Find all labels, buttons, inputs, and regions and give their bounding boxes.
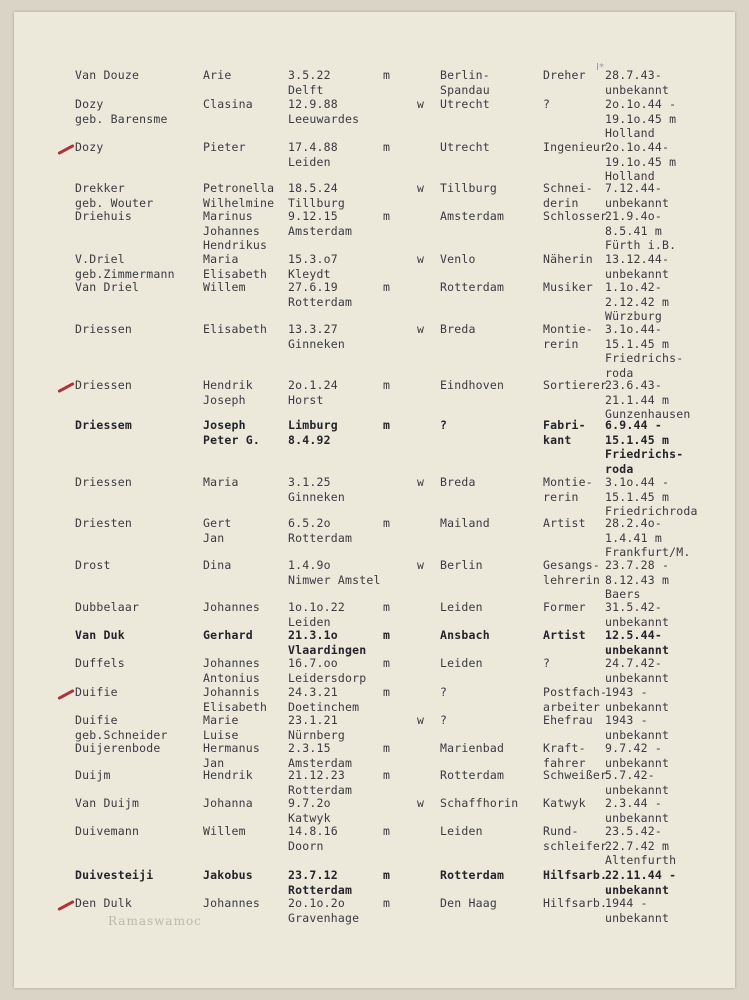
birth-info: 1o.1o.22 Leiden [288,600,345,629]
surname: Duffels [75,656,125,670]
occupation: Hilfsarb. [543,896,608,910]
first-names: Willem [203,824,246,838]
stay-dates: 2o.1o.44 - 19.1o.45 m Holland [605,97,677,140]
birth-info: Limburg 8.4.92 [288,418,338,447]
stay-dates: 2.3.44 - unbekannt [605,796,670,825]
first-names: Elisabeth [203,322,268,336]
sex: m [383,280,391,294]
surname: V.Driel geb.Zimmermann [75,252,175,281]
residence: Ansbach [440,628,490,642]
first-names: Gerhard [203,628,253,642]
first-names: Hendrik [203,768,253,782]
first-names: Jakobus [203,868,253,882]
residence: Rotterdam [440,768,505,782]
birth-info: 9.7.2o Katwyk [288,796,331,825]
birth-info: 23.1.21 Nürnberg [288,713,345,742]
birth-info: 3.1.25 Ginneken [288,475,345,504]
sex: w [417,181,425,195]
birth-info: 24.3.21 Doetinchem [288,685,360,714]
residence: Rotterdam [440,280,505,294]
first-names: Maria [203,475,239,489]
sex: m [383,140,391,154]
occupation: Former [543,600,586,614]
sex: m [383,209,391,223]
occupation: Schnei- derin [543,181,593,210]
surname: Drost [75,558,111,572]
sex: w [417,713,425,727]
surname: Van Duk [75,628,125,642]
surname: Duijm [75,768,111,782]
stay-dates: 2o.1o.44- 19.1o.45 m Holland [605,140,677,183]
sex: m [383,824,391,838]
residence: ? [440,418,448,432]
occupation: Artist [543,628,586,642]
occupation: Fabri- kant [543,418,586,447]
sex: w [417,558,425,572]
birth-info: 2o.1o.2o Gravenhage [288,896,360,925]
birth-info: 21.3.1o Vlaardingen [288,628,367,657]
occupation: Schweißer [543,768,608,782]
stay-dates: 23.5.42- 22.7.42 m Altenfurth [605,824,677,867]
first-names: Johannes [203,600,260,614]
stay-dates: 23.6.43- 21.1.44 m Gunzenhausen [605,378,691,421]
sex: m [383,516,391,530]
residence: ? [440,685,448,699]
stay-dates: 1943 - unbekannt [605,713,670,742]
residence: Leiden [440,656,483,670]
first-names: Clasina [203,97,253,111]
occupation: Montie- rerin [543,322,593,351]
residence: Leiden [440,600,483,614]
stay-dates: 6.9.44 - 15.1.45 m Friedrichs- roda [605,418,684,476]
first-names: Dina [203,558,232,572]
corner-mark: I* [596,62,604,73]
sex: w [417,796,425,810]
occupation: Rund- schleifer [543,824,608,853]
sex: m [383,741,391,755]
surname: Driessem [75,418,132,432]
stay-dates: 1.1o.42- 2.12.42 m Würzburg [605,280,670,323]
birth-info: 3.5.22 Delft [288,68,331,97]
surname: Duifie geb.Schneider [75,713,168,742]
residence: Berlin- Spandau [440,68,490,97]
sex: m [383,600,391,614]
first-names: Willem [203,280,246,294]
residence: ? [440,713,448,727]
first-names: Johannes [203,896,260,910]
birth-info: 12.9.88 Leeuwardes [288,97,360,126]
surname: Van Driel [75,280,140,294]
first-names: Maria Elisabeth [203,252,268,281]
birth-info: 15.3.o7 Kleydt [288,252,338,281]
first-names: Petronella Wilhelmine [203,181,275,210]
occupation: Kraft- fahrer [543,741,586,770]
stay-dates: 28.2.4o- 1.4.41 m Frankfurt/M. [605,516,691,559]
stay-dates: 9.7.42 - unbekannt [605,741,670,770]
birth-info: 14.8.16 Doorn [288,824,338,853]
surname: Driesten [75,516,132,530]
birth-info: 21.12.23 Rotterdam [288,768,353,797]
occupation: Musiker [543,280,593,294]
first-names: Johannis Elisabeth [203,685,268,714]
surname: Driessen [75,378,132,392]
occupation: Postfach- arbeiter [543,685,608,714]
surname: Duivesteiji [75,868,154,882]
residence: Berlin [440,558,483,572]
first-names: Hermanus Jan [203,741,260,770]
surname: Dubbelaar [75,600,140,614]
stay-dates: 13.12.44- unbekannt [605,252,670,281]
stay-dates: 3.1o.44- 15.1.45 m Friedrichs- roda [605,322,684,380]
stay-dates: 22.11.44 - unbekannt [605,868,677,897]
stay-dates: 23.7.28 - 8.12.43 m Baers [605,558,670,601]
sex: m [383,768,391,782]
sex: m [383,68,391,82]
occupation: Montie- rerin [543,475,593,504]
birth-info: 17.4.88 Leiden [288,140,338,169]
birth-info: 2.3.15 Amsterdam [288,741,353,770]
occupation: ? [543,656,551,670]
surname: Van Douze [75,68,140,82]
stay-dates: 7.12.44- unbekannt [605,181,670,210]
residence: Breda [440,475,476,489]
surname: Dozy [75,140,104,154]
sex: m [383,896,391,910]
birth-info: 23.7.12 Rotterdam [288,868,353,897]
residence: Rotterdam [440,868,505,882]
stay-dates: 31.5.42- unbekannt [605,600,670,629]
sex: w [417,475,425,489]
stay-dates: 1944 - unbekannt [605,896,670,925]
faded-stamp: Ramaswamoc [108,914,202,928]
first-names: Hendrik Joseph [203,378,253,407]
sex: w [417,97,425,111]
sex: m [383,656,391,670]
occupation: Hilfsarb. [543,868,608,882]
first-names: Joseph Peter G. [203,418,260,447]
occupation: Katwyk [543,796,586,810]
surname: Dozy geb. Barensme [75,97,168,126]
residence: Den Haag [440,896,497,910]
occupation: Ingenieur [543,140,608,154]
first-names: Marinus Johannes Hendrikus [203,209,268,252]
first-names: Gert Jan [203,516,232,545]
stay-dates: 28.7.43- unbekannt [605,68,670,97]
birth-info: 1.4.9o Nimwer Amstel [288,558,381,587]
occupation: Ehefrau [543,713,593,727]
birth-info: 18.5.24 Tillburg [288,181,345,210]
first-names: Arie [203,68,232,82]
sex: w [417,322,425,336]
surname: Den Dulk [75,896,132,910]
surname: Drekker geb. Wouter [75,181,154,210]
surname: Van Duijm [75,796,140,810]
residence: Tillburg [440,181,497,195]
surname: Driessen [75,475,132,489]
occupation: Sortierer [543,378,608,392]
residence: Schaffhorin [440,796,519,810]
first-names: Johannes Antonius [203,656,260,685]
birth-info: 9.12.15 Amsterdam [288,209,353,238]
stay-dates: 3.1o.44 - 15.1.45 m Friedrichroda [605,475,698,518]
occupation: Schlosser [543,209,608,223]
sex: m [383,868,391,882]
residence: Amsterdam [440,209,505,223]
occupation: Dreher [543,68,586,82]
sex: m [383,418,391,432]
residence: Leiden [440,824,483,838]
birth-info: 16.7.oo Leidersdorp [288,656,367,685]
residence: Mailand [440,516,490,530]
surname: Duifie [75,685,118,699]
birth-info: 2o.1.24 Horst [288,378,338,407]
birth-info: 13.3.27 Ginneken [288,322,345,351]
stay-dates: 1943 - unbekannt [605,685,670,714]
sex: m [383,685,391,699]
birth-info: 27.6.19 Rotterdam [288,280,353,309]
sex: m [383,628,391,642]
occupation: ? [543,97,551,111]
occupation: Gesangs- lehrerin [543,558,600,587]
stay-dates: 21.9.4o- 8.5.41 m Fürth i.B. [605,209,677,252]
surname: Driehuis [75,209,132,223]
surname: Duivemann [75,824,140,838]
residence: Marienbad [440,741,505,755]
sex: w [417,252,425,266]
first-names: Johanna [203,796,253,810]
occupation: Näherin [543,252,593,266]
stay-dates: 24.7.42- unbekannt [605,656,670,685]
residence: Utrecht [440,97,490,111]
residence: Eindhoven [440,378,505,392]
residence: Utrecht [440,140,490,154]
residence: Venlo [440,252,476,266]
stay-dates: 12.5.44- unbekannt [605,628,670,657]
surname: Driessen [75,322,132,336]
birth-info: 6.5.2o Rotterdam [288,516,353,545]
stay-dates: 5.7.42- unbekannt [605,768,670,797]
sex: m [383,378,391,392]
first-names: Marie Luise [203,713,239,742]
first-names: Pieter [203,140,246,154]
residence: Breda [440,322,476,336]
occupation: Artist [543,516,586,530]
surname: Duijerenbode [75,741,161,755]
